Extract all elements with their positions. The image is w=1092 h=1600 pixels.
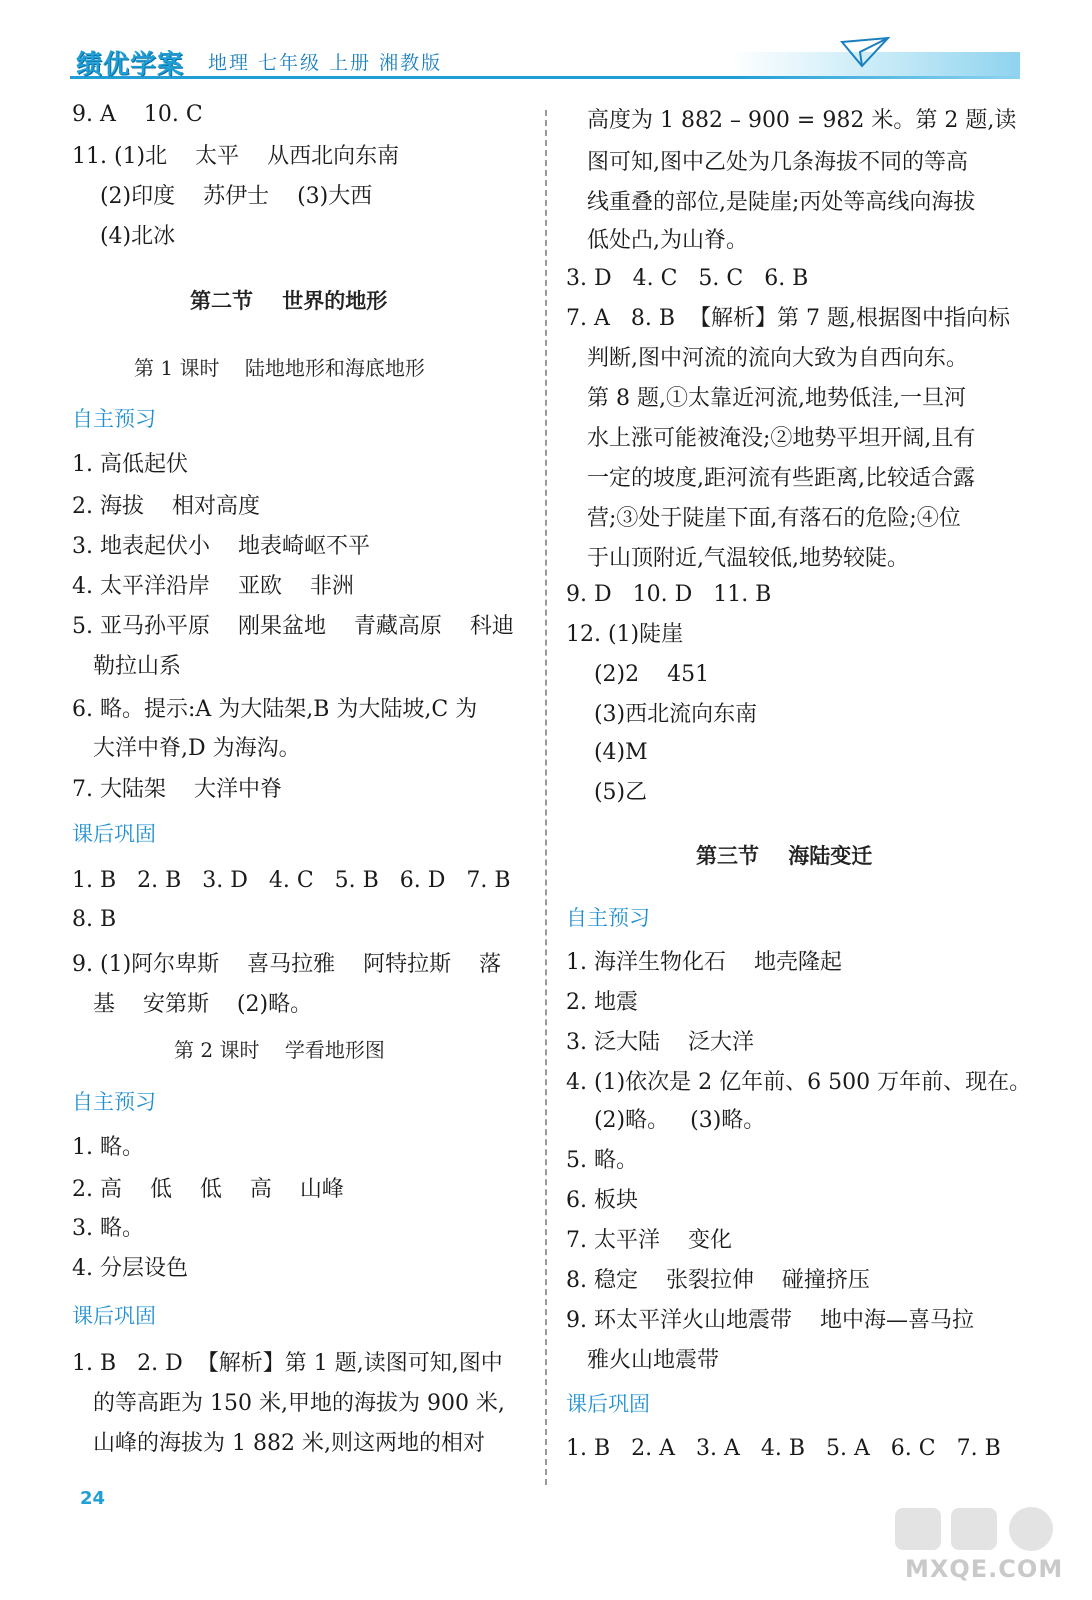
brand-logo: 绩优学案 bbox=[76, 50, 185, 80]
right-line-32: 1. B 2. A 3. A 4. B 5. A 6. C 7. B bbox=[566, 1436, 1001, 1461]
right-section-31: 课后巩固 bbox=[566, 1392, 650, 1416]
left-line-2: (2)印度 苏伊士 (3)大西 bbox=[72, 184, 373, 209]
left-subheading-21: 第 2 课时 学看地形图 bbox=[174, 1038, 385, 1062]
right-line-26: 6. 板块 bbox=[566, 1188, 638, 1213]
left-line-9: 3. 地表起伏小 地表崎岖不平 bbox=[72, 534, 370, 559]
left-line-23: 1. 略。 bbox=[72, 1135, 144, 1160]
right-line-23: 4. (1)依次是 2 亿年前、6 500 万年前、现在。 bbox=[566, 1070, 1032, 1095]
right-line-6: 判断,图中河流的流向大致为自西向东。 bbox=[566, 346, 968, 371]
left-section-27: 课后巩固 bbox=[72, 1304, 156, 1328]
right-line-15: (3)西北流向东南 bbox=[566, 702, 758, 727]
right-line-2: 线重叠的部位,是陡崖;丙处等高线向海拔 bbox=[566, 190, 976, 215]
right-heading-18: 第三节 海陆变迁 bbox=[696, 844, 873, 868]
left-line-7: 1. 高低起伏 bbox=[72, 452, 188, 477]
left-line-3: (4)北冰 bbox=[72, 224, 176, 249]
right-line-7: 第 8 题,①太靠近河流,地势低洼,一旦河 bbox=[566, 386, 966, 411]
left-subheading-5: 第 1 课时 陆地地形和海底地形 bbox=[134, 356, 425, 380]
right-line-20: 1. 海洋生物化石 地壳隆起 bbox=[566, 950, 842, 975]
page-header bbox=[70, 36, 1020, 84]
right-line-17: (5)乙 bbox=[566, 780, 648, 805]
left-section-6: 自主预习 bbox=[72, 407, 156, 431]
right-line-0: 高度为 1 882 – 900 = 982 米。第 2 题,读 bbox=[566, 108, 1017, 133]
column-divider bbox=[545, 110, 547, 1485]
left-line-29: 的等高距为 150 米,甲地的海拔为 900 米, bbox=[72, 1391, 505, 1416]
right-line-29: 9. 环太平洋火山地震带 地中海—喜马拉 bbox=[566, 1308, 974, 1333]
right-line-22: 3. 泛大陆 泛大洋 bbox=[566, 1030, 754, 1055]
right-line-12: 9. D 10. D 11. B bbox=[566, 582, 772, 607]
watermark-text: MXQE.COM bbox=[905, 1555, 1064, 1583]
right-line-27: 7. 太平洋 变化 bbox=[566, 1228, 732, 1253]
subject-line: 地理 七年级 上册 湘教版 bbox=[208, 52, 443, 74]
left-line-28: 1. B 2. D 【解析】第 1 题,读图可知,图中 bbox=[72, 1351, 503, 1376]
left-line-0: 9. A 10. C bbox=[72, 102, 203, 127]
left-line-13: 6. 略。提示:A 为大陆架,B 为大陆坡,C 为 bbox=[72, 697, 478, 722]
right-line-11: 于山顶附近,气温较低,地势较陡。 bbox=[566, 546, 909, 571]
paper-plane-icon bbox=[840, 36, 890, 70]
right-line-24: (2)略。 (3)略。 bbox=[566, 1108, 766, 1133]
left-line-24: 2. 高 低 低 高 山峰 bbox=[72, 1177, 344, 1202]
right-line-28: 8. 稳定 张裂拉伸 碰撞挤压 bbox=[566, 1268, 870, 1293]
left-line-20: 基 安第斯 (2)略。 bbox=[72, 992, 313, 1017]
left-line-17: 1. B 2. B 3. D 4. C 5. B 6. D 7. B bbox=[72, 868, 511, 893]
left-line-15: 7. 大陆架 大洋中脊 bbox=[72, 777, 282, 802]
right-line-1: 图可知,图中乙处为几条海拔不同的等高 bbox=[566, 150, 968, 175]
right-line-21: 2. 地震 bbox=[566, 990, 638, 1015]
left-line-10: 4. 太平洋沿岸 亚欧 非洲 bbox=[72, 574, 354, 599]
right-line-8: 水上涨可能被淹没;②地势平坦开阔,且有 bbox=[566, 426, 976, 451]
right-line-10: 营;③处于陡崖下面,有落石的危险;④位 bbox=[566, 506, 961, 531]
left-section-16: 课后巩固 bbox=[72, 822, 156, 846]
left-line-26: 4. 分层设色 bbox=[72, 1256, 188, 1281]
right-line-30: 雅火山地震带 bbox=[566, 1348, 719, 1373]
right-line-5: 7. A 8. B 【解析】第 7 题,根据图中指向标 bbox=[566, 306, 1010, 331]
left-section-22: 自主预习 bbox=[72, 1090, 156, 1114]
right-line-9: 一定的坡度,距河流有些距离,比较适合露 bbox=[566, 466, 975, 491]
left-line-12: 勒拉山系 bbox=[72, 654, 181, 679]
left-line-1: 11. (1)北 太平 从西北向东南 bbox=[72, 144, 400, 169]
left-line-25: 3. 略。 bbox=[72, 1216, 144, 1241]
right-line-16: (4)M bbox=[566, 740, 648, 765]
left-line-18: 8. B bbox=[72, 907, 117, 932]
left-line-14: 大洋中脊,D 为海沟。 bbox=[72, 736, 301, 761]
right-line-14: (2)2 451 bbox=[566, 662, 710, 687]
right-line-13: 12. (1)陡崖 bbox=[566, 622, 684, 647]
left-line-8: 2. 海拔 相对高度 bbox=[72, 494, 260, 519]
right-line-3: 低处凸,为山脊。 bbox=[566, 228, 748, 253]
page-number: 24 bbox=[80, 1488, 106, 1509]
right-section-19: 自主预习 bbox=[566, 906, 650, 930]
left-line-11: 5. 亚马孙平原 刚果盆地 青藏高原 科迪 bbox=[72, 614, 514, 639]
right-line-4: 3. D 4. C 5. C 6. B bbox=[566, 266, 809, 291]
right-line-25: 5. 略。 bbox=[566, 1148, 638, 1173]
left-line-19: 9. (1)阿尔卑斯 喜马拉雅 阿特拉斯 落 bbox=[72, 952, 502, 977]
left-line-30: 山峰的海拔为 1 882 米,则这两地的相对 bbox=[72, 1431, 485, 1456]
left-heading-4: 第二节 世界的地形 bbox=[190, 289, 388, 313]
header-rule bbox=[70, 76, 1020, 79]
